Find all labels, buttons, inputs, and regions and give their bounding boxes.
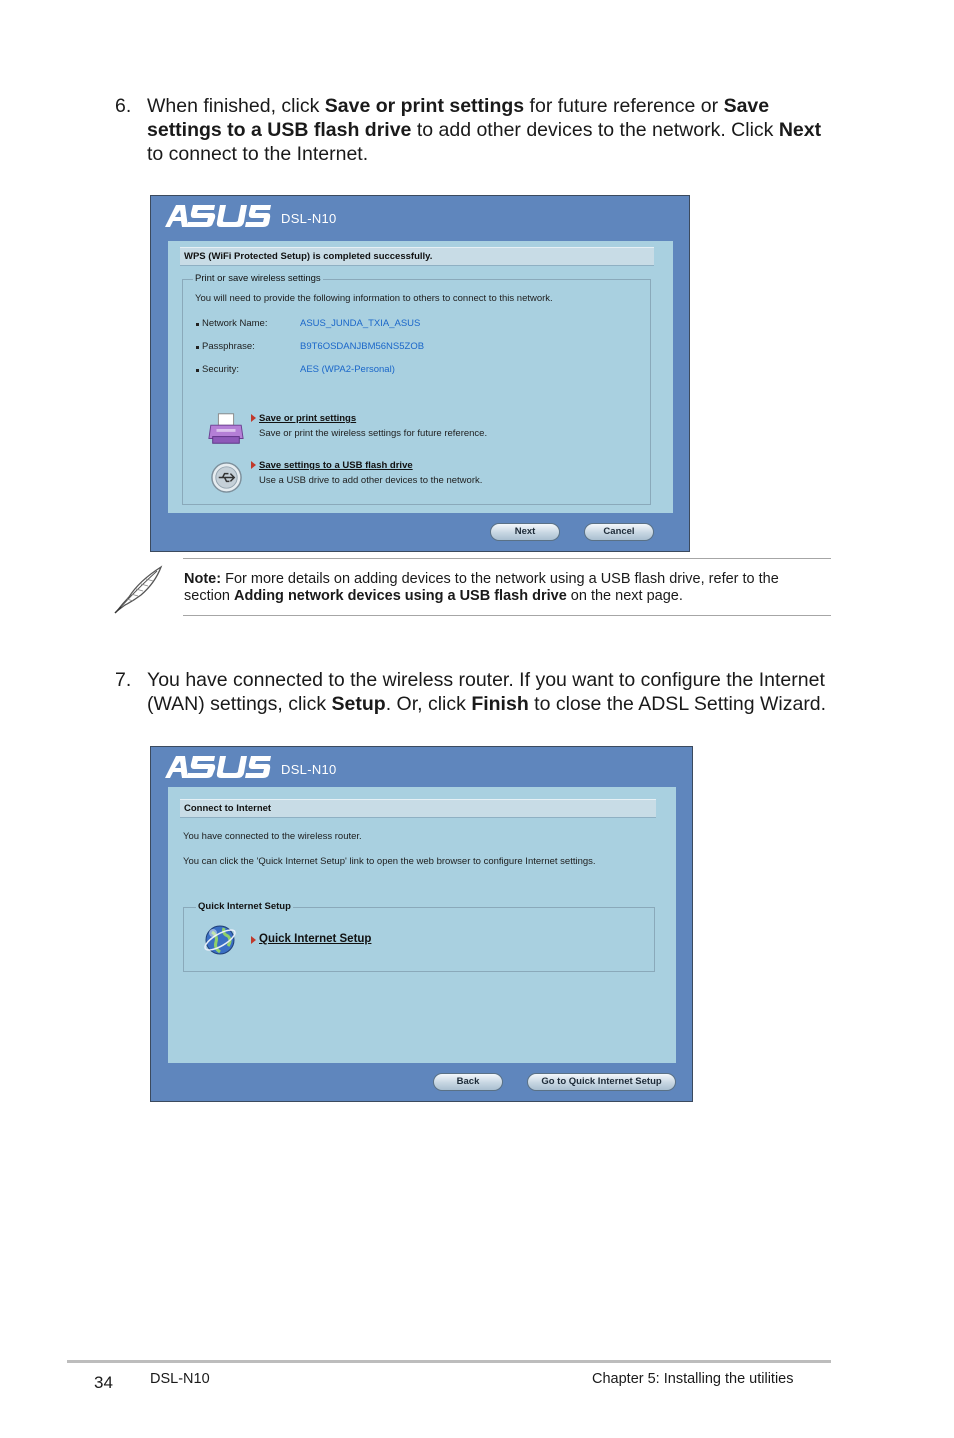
connect-internet-window bbox=[150, 746, 693, 1102]
bullet bbox=[196, 346, 199, 349]
connected-text: You have connected to the wireless router. bbox=[183, 831, 362, 842]
asus-logo bbox=[163, 754, 271, 780]
section-header: WPS (WiFi Protected Setup) is completed successfully. bbox=[180, 247, 654, 266]
save-to-usb-link[interactable]: Save settings to a USB flash drive bbox=[259, 460, 413, 471]
arrow-icon bbox=[251, 461, 256, 469]
next-button[interactable]: Next bbox=[490, 523, 560, 541]
quick-setup-hint: You can click the 'Quick Internet Setup' link to open the web browser to configure Internet settings. bbox=[183, 856, 596, 867]
save-or-print-desc: Save or print the wireless settings for future reference. bbox=[259, 428, 488, 439]
group-label: Quick Internet Setup bbox=[198, 901, 291, 912]
usb-icon bbox=[210, 461, 243, 494]
quick-internet-setup-group bbox=[183, 901, 655, 972]
step-6 bbox=[115, 94, 835, 166]
content-panel bbox=[168, 787, 676, 1063]
security-value: AES (WPA2-Personal) bbox=[300, 364, 395, 375]
note-text: Note: For more details on adding devices to the network using a USB flash drive, refer to the section Adding network devices using a USB flash drive on the next page. bbox=[184, 571, 779, 604]
arrow-icon bbox=[251, 414, 256, 422]
back-button[interactable]: Back bbox=[433, 1073, 503, 1091]
step-text: You have connected to the wireless router. If you want to configure the Internet (WAN) settings, click Setup. Or, click Finish to close the ADSL Setting Wizard. bbox=[147, 669, 827, 715]
save-to-usb-desc: Use a USB drive to add other devices to the network. bbox=[259, 475, 483, 486]
passphrase-value: B9T6OSDANJBM56NS5ZOB bbox=[300, 341, 425, 352]
arrow-icon bbox=[251, 936, 256, 944]
footer-rule bbox=[67, 1360, 831, 1363]
printer-icon bbox=[207, 411, 245, 447]
section-header: Connect to Internet bbox=[180, 799, 656, 818]
feather-pen-icon bbox=[113, 563, 165, 615]
page-number: 34 bbox=[94, 1373, 113, 1392]
step-number: 7. bbox=[115, 669, 132, 691]
model-name: DSL-N10 bbox=[281, 762, 337, 777]
asus-logo bbox=[163, 203, 271, 229]
passphrase-label: Passphrase: bbox=[202, 341, 255, 352]
content-panel bbox=[168, 241, 673, 513]
note-bottom-rule bbox=[183, 615, 831, 616]
bullet bbox=[196, 323, 199, 326]
bullet bbox=[196, 369, 199, 372]
go-to-quick-setup-button[interactable]: Go to Quick Internet Setup bbox=[527, 1073, 676, 1091]
globe-icon bbox=[202, 922, 238, 958]
footer-model: DSL-N10 bbox=[150, 1371, 210, 1387]
security-label: Security: bbox=[202, 364, 239, 375]
network-name-label: Network Name: bbox=[202, 318, 268, 329]
footer-chapter: Chapter 5: Installing the utilities bbox=[592, 1371, 794, 1387]
intro-text: You will need to provide the following information to others to connect to this network. bbox=[195, 293, 553, 304]
quick-internet-setup-link[interactable]: Quick Internet Setup bbox=[259, 933, 372, 945]
model-name: DSL-N10 bbox=[281, 211, 337, 226]
step-7 bbox=[115, 668, 835, 716]
network-name-value: ASUS_JUNDA_TXIA_ASUS bbox=[300, 318, 421, 329]
step-number: 6. bbox=[115, 95, 132, 117]
wps-complete-window bbox=[150, 195, 690, 552]
note-top-rule bbox=[183, 558, 831, 559]
group-label: Print or save wireless settings bbox=[195, 273, 321, 284]
save-or-print-link[interactable]: Save or print settings bbox=[259, 413, 357, 424]
cancel-button[interactable]: Cancel bbox=[584, 523, 654, 541]
step-text: When finished, click Save or print settings for future reference or Save settings to a USB flash drive to add other devices to the network. Click Next to connect to the Internet. bbox=[147, 95, 822, 165]
print-save-group bbox=[182, 273, 651, 505]
